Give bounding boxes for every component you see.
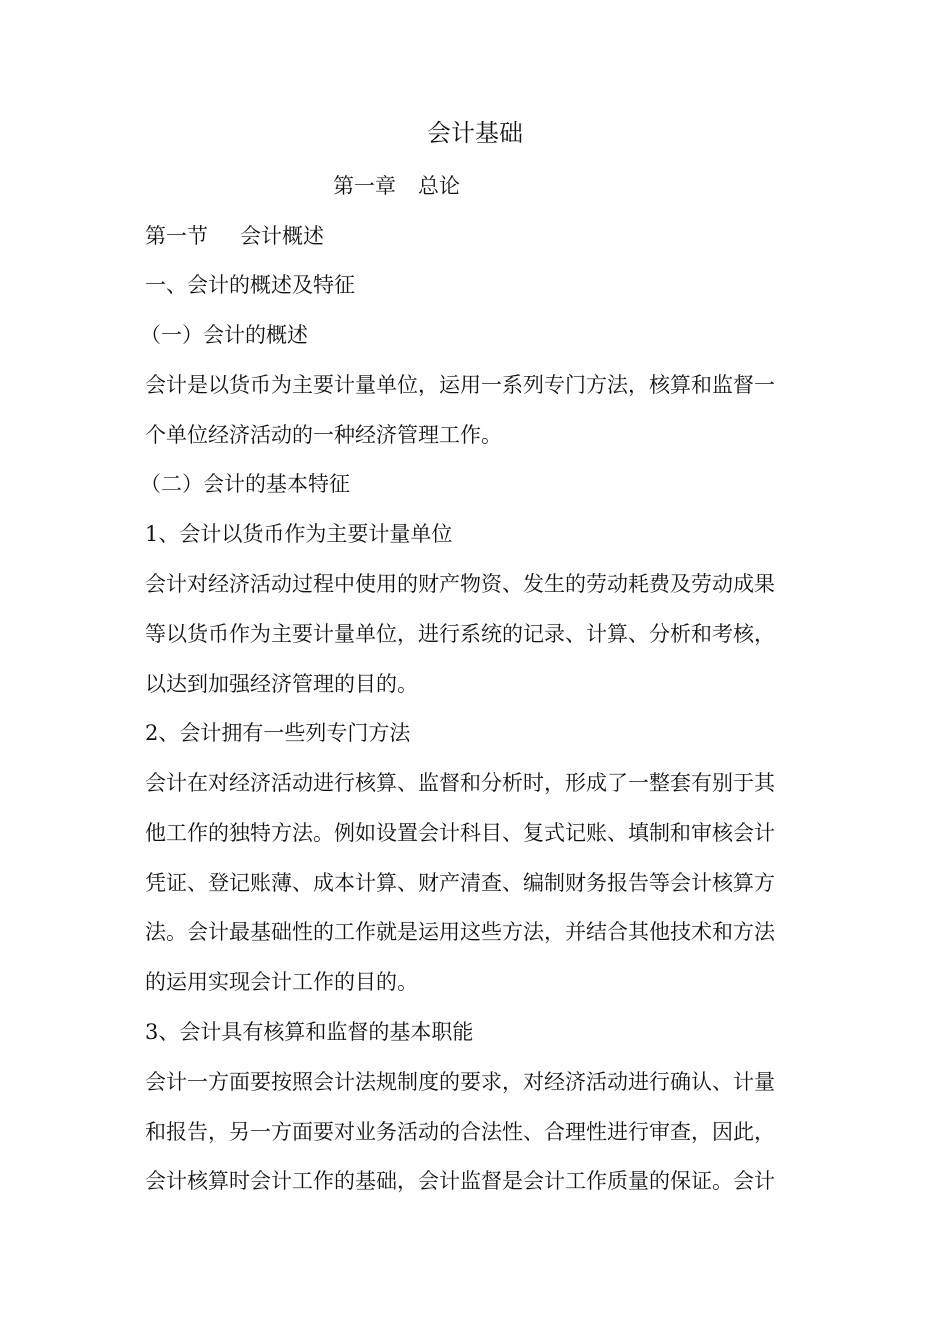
text-line: 3、会计具有核算和监督的基本职能 (145, 1020, 474, 1044)
document-title: 会计基础 (427, 119, 523, 147)
text-line: （一）会计的概述 (140, 323, 308, 347)
chapter-name: 总论 (418, 174, 460, 198)
section-number: 第一节 (145, 224, 208, 248)
text-line: 会计核算时会计工作的基础，会计监督是会计工作质量的保证。会计 (145, 1169, 775, 1193)
text-line: 一、会计的概述及特征 (145, 273, 355, 297)
text-line: 等以货币作为主要计量单位，进行系统的记录、计算、分析和考核， (145, 622, 775, 646)
section-heading (145, 222, 810, 250)
section-name: 会计概述 (240, 224, 324, 248)
text-line: 以达到加强经济管理的目的。 (145, 672, 418, 696)
text-line: 他工作的独特方法。例如设置会计科目、复式记账、填制和审核会计 (145, 821, 775, 845)
text-line: 2、会计拥有一些列专门方法 (145, 721, 411, 745)
text-line: 会计一方面要按照会计法规制度的要求，对经济活动进行确认、计量 (145, 1070, 775, 1094)
text-line: 会计对经济活动过程中使用的财产物资、发生的劳动耗费及劳动成果 (145, 572, 775, 596)
text-line: 会计是以货币为主要计量单位，运用一系列专门方法，核算和监督一 (145, 373, 775, 397)
text-line: （二）会计的基本特征 (140, 472, 350, 496)
text-line: 会计在对经济活动进行核算、监督和分析时，形成了一整套有别于其 (145, 771, 775, 795)
text-line: 法。会计最基础性的工作就是运用这些方法，并结合其他技术和方法 (145, 920, 775, 944)
text-line: 1、会计以货币作为主要计量单位 (145, 522, 453, 546)
text-line: 的运用实现会计工作的目的。 (145, 970, 418, 994)
chapter-number: 第一章 (333, 174, 396, 198)
chapter-heading (333, 172, 460, 200)
text-line: 个单位经济活动的一种经济管理工作。 (145, 423, 502, 447)
text-line: 凭证、登记账薄、成本计算、财产清查、编制财务报告等会计核算方 (145, 871, 775, 895)
text-line: 和报告，另一方面要对业务活动的合法性、合理性进行审查，因此， (145, 1120, 775, 1144)
